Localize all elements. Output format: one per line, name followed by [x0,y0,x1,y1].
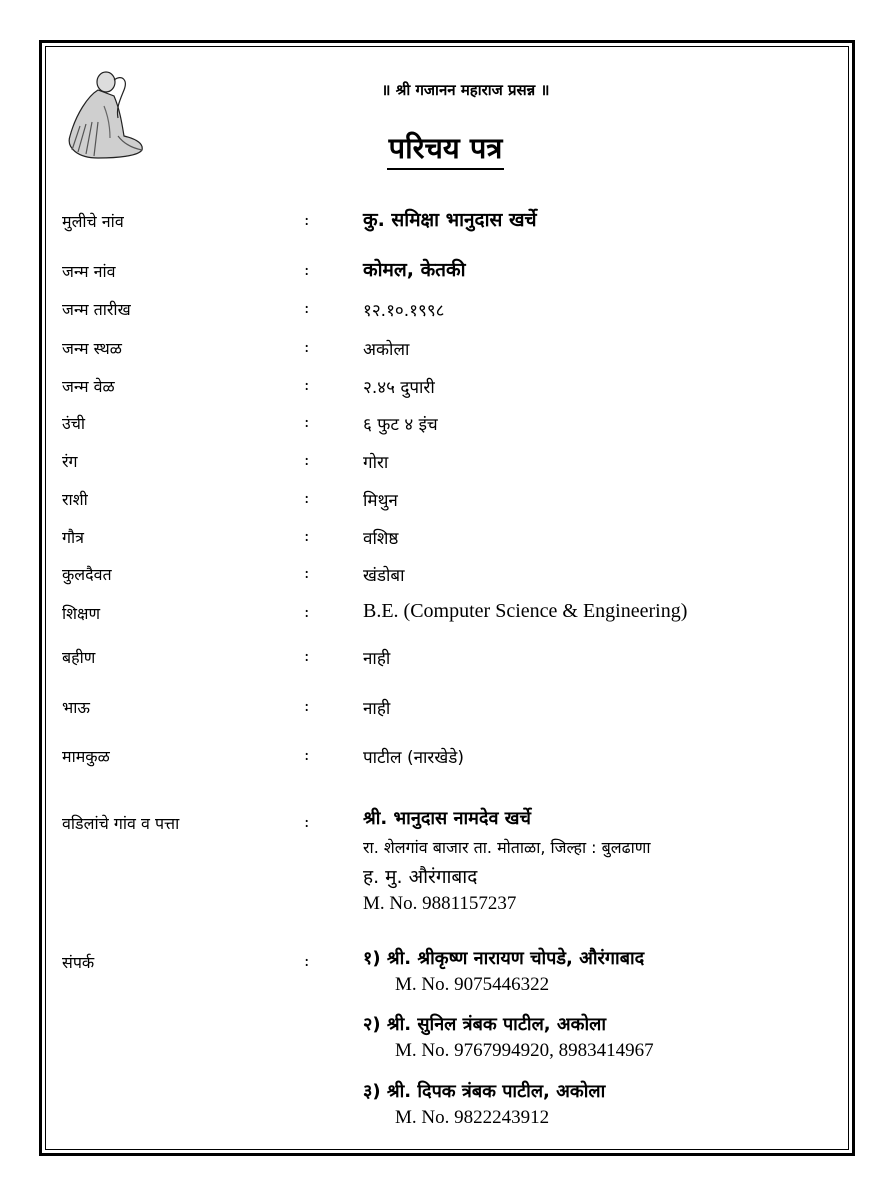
separator: : [304,696,310,715]
contact-phone: M. No. 9767994920, 8983414967 [395,1040,654,1061]
separator: : [304,337,310,356]
field-value: B.E. (Computer Science & Engineering) [363,600,688,622]
field-label: मुलीचे नांव [62,212,124,231]
field-value: खंडोबा [363,566,405,586]
field-row-brother [62,696,831,726]
field-label: शिक्षण [62,604,101,623]
field-label: राशी [62,490,88,509]
separator: : [304,563,310,582]
separator: : [304,951,310,970]
father-current-residence: ह. मु. औरंगाबाद [363,866,478,888]
field-row-rashi [62,488,831,518]
father-address: रा. शेलगांव बाजार ता. मोताळा, जिल्हा : बुलढाणा [363,838,651,857]
separator: : [304,745,310,764]
field-value: पाटील (नारखेडे) [363,748,465,768]
separator: : [304,298,310,317]
contact-person-2 [363,1012,654,1062]
field-row-birth-date [62,298,831,328]
separator: : [304,812,310,831]
field-row-sister [62,646,831,676]
separator: : [304,488,310,507]
field-label: जन्म वेळ [62,377,115,396]
separator: : [304,412,310,431]
contact-phone: M. No. 9822243912 [395,1107,550,1128]
field-label: मामकुळ [62,747,110,766]
field-value: वशिष्ठ [363,529,399,549]
field-value: अकोला [363,340,410,360]
field-value: गोरा [363,453,389,473]
field-value: २.४५ दुपारी [363,378,435,398]
father-name: श्री. भानुदास नामदेव खर्चे [363,808,531,829]
father-mobile: M. No. 9881157237 [363,893,517,914]
field-label: संपर्क [62,953,95,972]
field-value: १२.१०.१९९८ [363,301,445,321]
field-value: मिथुन [363,491,398,511]
field-value: ६ फुट ४ इंच [363,415,438,435]
field-value: कु. समिक्षा भानुदास खर्चे [363,209,537,231]
field-row-birth-name [62,260,831,290]
separator: : [304,646,310,665]
field-label: कुलदैवत [62,565,112,584]
field-label: उंची [62,414,86,433]
separator: : [304,260,310,279]
field-row-kuldaivat [62,563,831,593]
contact-person-1 [363,946,644,996]
field-row-maternal [62,745,831,775]
contact-person-3 [363,1079,605,1129]
title-text: परिचय पत्र [387,131,505,170]
page-title [0,128,891,167]
contact-name: ३) श्री. दिपक त्रंबक पाटील, अकोला [363,1081,606,1102]
field-label: जन्म नांव [62,262,116,281]
field-value: नाही [363,649,391,669]
field-row-birth-time [62,375,831,405]
field-row-birth-place [62,337,831,367]
field-label: रंग [62,452,78,471]
contact-name: १) श्री. श्रीकृष्ण नारायण चोपडे, औरंगाबाद [363,948,645,969]
field-label: गौत्र [62,528,84,547]
field-label: बहीण [62,648,96,667]
field-row-height [62,412,831,442]
field-value: नाही [363,699,391,719]
separator: : [304,450,310,469]
field-label: भाऊ [62,698,90,717]
separator: : [304,375,310,394]
invocation-line: ॥ श्री गजानन महाराज प्रसन्न ॥ [381,81,550,99]
field-label: वडिलांचे गांव व पत्ता [62,814,180,833]
separator: : [304,526,310,545]
field-row-gotra [62,526,831,556]
separator: : [304,602,310,621]
separator: : [304,210,310,229]
field-row-education [62,602,831,632]
field-row-name [62,210,831,240]
field-row-complexion [62,450,831,480]
father-details [363,806,651,915]
field-label: जन्म तारीख [62,300,131,319]
contact-name: २) श्री. सुनिल त्रंबक पाटील, अकोला [363,1014,606,1035]
field-label: जन्म स्थळ [62,339,122,358]
contact-phone: M. No. 9075446322 [395,974,550,995]
field-value: कोमल, केतकी [363,259,466,281]
